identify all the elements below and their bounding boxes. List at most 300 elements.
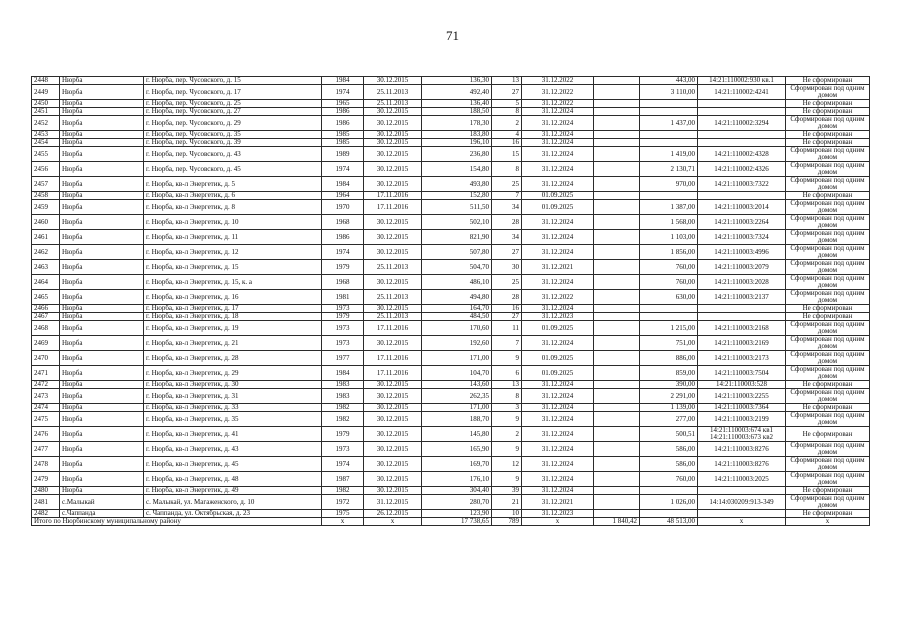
cell-land-area — [640, 192, 698, 200]
cell-address: г. Нюрба, кв-л Энергетик, д. 18 — [144, 313, 322, 321]
cell-area-2 — [594, 139, 640, 147]
cell-area-2 — [594, 487, 640, 495]
table-row — [32, 381, 870, 389]
cell-cadastral-number: 14:21:110003:2079 — [698, 260, 786, 275]
cell-area: 165,90 — [422, 442, 492, 457]
cell-residents-count: 28 — [492, 290, 522, 305]
cell-date: 30.12.2015 — [364, 275, 422, 290]
cell-cadastral-number: 14:21:110002:930 кв.1 — [698, 77, 786, 85]
cell-build-year: 1985 — [322, 139, 364, 147]
cell-land-area: 1 103,00 — [640, 230, 698, 245]
cell-cadastral-number — [698, 313, 786, 321]
cell-locality: Нюрба — [60, 313, 144, 321]
cell-residents-count: 27 — [492, 85, 522, 100]
cell-build-year: 1968 — [322, 215, 364, 230]
cell-address: г. Нюрба, кв-л Энергетик, д. 33 — [144, 404, 322, 412]
cell-residents-count: 5 — [492, 100, 522, 108]
cell-area-2 — [594, 427, 640, 442]
cell-locality: Нюрба — [60, 427, 144, 442]
cell-date: 25.11.2013 — [364, 260, 422, 275]
cell-land-area: 1 139,00 — [640, 404, 698, 412]
cell-deadline: 31.12.2022 — [522, 100, 594, 108]
table-row — [32, 510, 870, 518]
cell-residents-count: 8 — [492, 108, 522, 116]
cell-locality: Нюрба — [60, 131, 144, 139]
cell-area: 486,10 — [422, 275, 492, 290]
cell-row-number: 2468 — [32, 321, 60, 336]
cell-row-number: 2455 — [32, 147, 60, 162]
cell-address: г. Нюрба, кв-л Энергетик, д. 5 — [144, 177, 322, 192]
table-row — [32, 177, 870, 192]
cell-address: г. Нюрба, кв-л Энергетик, д. 41 — [144, 427, 322, 442]
cell-locality: Нюрба — [60, 192, 144, 200]
cell-row-number: 2458 — [32, 192, 60, 200]
cell-land-status: Сформирован под одним домом — [786, 457, 870, 472]
cell-land-status: Не сформирован — [786, 427, 870, 442]
cell-area-2 — [594, 147, 640, 162]
cell-locality: Нюрба — [60, 85, 144, 100]
cell-address: г. Нюрба, кв-л Энергетик, д. 43 — [144, 442, 322, 457]
cell-land-status: Сформирован под одним домом — [786, 200, 870, 215]
cell-area: 304,40 — [422, 487, 492, 495]
cell-cadastral-number: 14:21:110003:2255 — [698, 389, 786, 404]
cell-deadline: 01.09.2025 — [522, 192, 594, 200]
cell-residents-count: 2 — [492, 116, 522, 131]
total-cell: x — [786, 518, 870, 526]
cell-land-status: Сформирован под одним домом — [786, 147, 870, 162]
table-body — [32, 77, 870, 526]
cell-cadastral-number — [698, 487, 786, 495]
cell-address: с. Чаппанда, ул. Октябрьская, д. 23 — [144, 510, 322, 518]
cell-address: г. Нюрба, кв-л Энергетик, д. 15 — [144, 260, 322, 275]
cell-cadastral-number: 14:21:110003:8276 — [698, 442, 786, 457]
cell-land-status: Сформирован под одним домом — [786, 260, 870, 275]
table-row — [32, 100, 870, 108]
cell-deadline: 31.12.2024 — [522, 230, 594, 245]
cell-land-area — [640, 100, 698, 108]
cell-cadastral-number: 14:21:110003:2264 — [698, 215, 786, 230]
table-row — [32, 351, 870, 366]
cell-build-year: 1974 — [322, 162, 364, 177]
cell-land-status: Сформирован под одним домом — [786, 351, 870, 366]
cell-date: 17.11.2016 — [364, 321, 422, 336]
cell-row-number: 2482 — [32, 510, 60, 518]
cell-land-area: 586,00 — [640, 457, 698, 472]
total-cell: x — [322, 518, 364, 526]
cell-cadastral-number — [698, 139, 786, 147]
cell-area-2 — [594, 162, 640, 177]
cell-residents-count: 8 — [492, 162, 522, 177]
cell-land-status: Сформирован под одним домом — [786, 275, 870, 290]
cell-build-year: 1973 — [322, 442, 364, 457]
cell-date: 25.11.2013 — [364, 290, 422, 305]
cell-build-year: 1964 — [322, 192, 364, 200]
cell-land-area: 1 856,00 — [640, 245, 698, 260]
table-row — [32, 131, 870, 139]
cell-address: с. Малыкай, ул. Магаженского, д. 10 — [144, 495, 322, 510]
cell-cadastral-number: 14:21:110003:2137 — [698, 290, 786, 305]
cell-build-year: 1986 — [322, 116, 364, 131]
cell-build-year: 1983 — [322, 389, 364, 404]
cell-area: 170,60 — [422, 321, 492, 336]
cell-deadline: 31.12.2022 — [522, 290, 594, 305]
cell-date: 30.12.2015 — [364, 162, 422, 177]
cell-locality: Нюрба — [60, 442, 144, 457]
cell-area-2 — [594, 245, 640, 260]
cell-land-area: 3 110,00 — [640, 85, 698, 100]
cell-area-2 — [594, 510, 640, 518]
cell-locality: Нюрба — [60, 381, 144, 389]
cell-locality: Нюрба — [60, 260, 144, 275]
cell-address: г. Нюрба, пер. Чусовского, д. 27 — [144, 108, 322, 116]
cell-area-2 — [594, 305, 640, 313]
cell-cadastral-number: 14:21:110003:2168 — [698, 321, 786, 336]
cell-date: 30.12.2015 — [364, 442, 422, 457]
cell-build-year: 1974 — [322, 245, 364, 260]
cell-residents-count: 13 — [492, 381, 522, 389]
table-row — [32, 305, 870, 313]
cell-build-year: 1972 — [322, 495, 364, 510]
table-row — [32, 290, 870, 305]
cell-build-year: 1981 — [322, 290, 364, 305]
cell-deadline: 31.12.2024 — [522, 381, 594, 389]
cell-residents-count: 28 — [492, 215, 522, 230]
cell-row-number: 2466 — [32, 305, 60, 313]
cell-row-number: 2456 — [32, 162, 60, 177]
cell-locality: Нюрба — [60, 336, 144, 351]
table-row — [32, 230, 870, 245]
cell-land-status: Не сформирован — [786, 139, 870, 147]
cell-address: г. Нюрба, кв-л Энергетик, д. 49 — [144, 487, 322, 495]
table-row — [32, 162, 870, 177]
cell-row-number: 2452 — [32, 116, 60, 131]
total-row — [32, 518, 870, 526]
cell-area-2 — [594, 100, 640, 108]
cell-deadline: 31.12.2024 — [522, 412, 594, 427]
total-cell: x — [698, 518, 786, 526]
cell-cadastral-number — [698, 305, 786, 313]
cell-date: 30.12.2015 — [364, 77, 422, 85]
cell-land-area: 760,00 — [640, 275, 698, 290]
cell-address: г. Нюрба, кв-л Энергетик, д. 10 — [144, 215, 322, 230]
cell-deadline: 31.12.2024 — [522, 305, 594, 313]
cell-area-2 — [594, 85, 640, 100]
cell-build-year: 1973 — [322, 336, 364, 351]
cell-deadline: 31.12.2023 — [522, 313, 594, 321]
table-row — [32, 192, 870, 200]
cell-area: 123,90 — [422, 510, 492, 518]
table-row — [32, 245, 870, 260]
cell-deadline: 31.12.2024 — [522, 442, 594, 457]
cell-deadline: 31.12.2024 — [522, 457, 594, 472]
cell-cadastral-number — [698, 108, 786, 116]
cell-residents-count: 27 — [492, 245, 522, 260]
cell-address: г. Нюрба, кв-л Энергетик, д. 29 — [144, 366, 322, 381]
cell-area: 494,80 — [422, 290, 492, 305]
cell-address: г. Нюрба, кв-л Энергетик, д. 15, к. а — [144, 275, 322, 290]
cell-date: 17.11.2016 — [364, 351, 422, 366]
cell-date: 30.12.2015 — [364, 487, 422, 495]
cell-residents-count: 4 — [492, 131, 522, 139]
table-row — [32, 321, 870, 336]
cell-land-area — [640, 487, 698, 495]
cell-residents-count: 9 — [492, 351, 522, 366]
cell-row-number: 2465 — [32, 290, 60, 305]
cell-land-area: 751,00 — [640, 336, 698, 351]
cell-area-2 — [594, 260, 640, 275]
cell-area-2 — [594, 192, 640, 200]
cell-address: г. Нюрба, пер. Чусовского, д. 15 — [144, 77, 322, 85]
cell-land-status: Не сформирован — [786, 381, 870, 389]
cell-land-status: Не сформирован — [786, 487, 870, 495]
cell-address: г. Нюрба, пер. Чусовского, д. 45 — [144, 162, 322, 177]
cell-row-number: 2469 — [32, 336, 60, 351]
cell-cadastral-number — [698, 510, 786, 518]
cell-date: 30.12.2015 — [364, 116, 422, 131]
cell-build-year: 1973 — [322, 305, 364, 313]
cell-residents-count: 16 — [492, 139, 522, 147]
cell-residents-count: 21 — [492, 495, 522, 510]
cell-area: 176,10 — [422, 472, 492, 487]
cell-land-status: Сформирован под одним домом — [786, 177, 870, 192]
cell-area: 171,00 — [422, 351, 492, 366]
cell-address: г. Нюрба, кв-л Энергетик, д. 21 — [144, 336, 322, 351]
cell-area-2 — [594, 366, 640, 381]
cell-area: 171,00 — [422, 404, 492, 412]
table-row — [32, 147, 870, 162]
total-cell: 48 513,00 — [640, 518, 698, 526]
cell-build-year: 1979 — [322, 313, 364, 321]
cell-area: 192,60 — [422, 336, 492, 351]
cell-residents-count: 16 — [492, 305, 522, 313]
cell-land-status: Не сформирован — [786, 131, 870, 139]
cell-residents-count: 11 — [492, 321, 522, 336]
cell-row-number: 2459 — [32, 200, 60, 215]
cell-land-status: Не сформирован — [786, 404, 870, 412]
cell-deadline: 31.12.2022 — [522, 85, 594, 100]
cell-locality: Нюрба — [60, 177, 144, 192]
cell-date: 30.12.2015 — [364, 147, 422, 162]
cell-area: 821,90 — [422, 230, 492, 245]
cell-area-2 — [594, 472, 640, 487]
cell-land-status: Сформирован под одним домом — [786, 472, 870, 487]
cell-date: 30.12.2015 — [364, 389, 422, 404]
cell-deadline: 31.12.2024 — [522, 215, 594, 230]
cell-row-number: 2463 — [32, 260, 60, 275]
cell-row-number: 2467 — [32, 313, 60, 321]
cell-residents-count: 27 — [492, 313, 522, 321]
cell-build-year: 1986 — [322, 230, 364, 245]
cell-address: г. Нюрба, кв-л Энергетик, д. 35 — [144, 412, 322, 427]
cell-area-2 — [594, 389, 640, 404]
cell-deadline: 31.12.2024 — [522, 389, 594, 404]
cell-build-year: 1984 — [322, 77, 364, 85]
cell-residents-count: 25 — [492, 275, 522, 290]
cell-row-number: 2472 — [32, 381, 60, 389]
cell-cadastral-number: 14:21:110003:2169 — [698, 336, 786, 351]
table-row — [32, 85, 870, 100]
table-row — [32, 260, 870, 275]
cell-build-year: 1974 — [322, 85, 364, 100]
cell-locality: Нюрба — [60, 305, 144, 313]
cell-date: 25.11.2013 — [364, 100, 422, 108]
cell-land-area — [640, 510, 698, 518]
cell-row-number: 2479 — [32, 472, 60, 487]
cell-address: г. Нюрба, пер. Чусовского, д. 29 — [144, 116, 322, 131]
table-row — [32, 200, 870, 215]
cell-area: 169,70 — [422, 457, 492, 472]
table-row — [32, 457, 870, 472]
total-cell: 17 738,65 — [422, 518, 492, 526]
cell-row-number: 2453 — [32, 131, 60, 139]
cell-area-2 — [594, 108, 640, 116]
cell-deadline: 31.12.2024 — [522, 177, 594, 192]
cell-date: 30.12.2015 — [364, 215, 422, 230]
cell-area-2 — [594, 200, 640, 215]
cell-deadline: 31.12.2024 — [522, 108, 594, 116]
cell-date: 30.12.2015 — [364, 472, 422, 487]
cell-cadastral-number: 14:21:110003:674 кв1 14:21:110003:673 кв2 — [698, 427, 786, 442]
cell-cadastral-number: 14:21:110003:2025 — [698, 472, 786, 487]
cell-date: 30.12.2015 — [364, 230, 422, 245]
cell-area-2 — [594, 131, 640, 139]
cell-cadastral-number: 14:21:110003:2014 — [698, 200, 786, 215]
cell-area: 511,50 — [422, 200, 492, 215]
cell-address: г. Нюрба, кв-л Энергетик, д. 6 — [144, 192, 322, 200]
cell-area-2 — [594, 336, 640, 351]
cell-locality: Нюрба — [60, 77, 144, 85]
table-row — [32, 389, 870, 404]
cell-row-number: 2476 — [32, 427, 60, 442]
table-row — [32, 215, 870, 230]
cell-deadline: 31.12.2021 — [522, 260, 594, 275]
cell-build-year: 1986 — [322, 108, 364, 116]
cell-build-year: 1989 — [322, 147, 364, 162]
cell-land-status: Сформирован под одним домом — [786, 290, 870, 305]
cell-area: 484,50 — [422, 313, 492, 321]
cell-locality: Нюрба — [60, 290, 144, 305]
cell-row-number: 2448 — [32, 77, 60, 85]
cell-area-2 — [594, 412, 640, 427]
cell-deadline: 31.12.2024 — [522, 404, 594, 412]
cell-area-2 — [594, 215, 640, 230]
table-row — [32, 404, 870, 412]
cell-deadline: 31.12.2024 — [522, 147, 594, 162]
cell-deadline: 31.12.2024 — [522, 131, 594, 139]
cell-residents-count: 13 — [492, 77, 522, 85]
cell-area-2 — [594, 177, 640, 192]
cell-deadline: 01.09.2025 — [522, 351, 594, 366]
cell-land-status: Не сформирован — [786, 100, 870, 108]
cell-land-area — [640, 139, 698, 147]
cell-area: 188,70 — [422, 412, 492, 427]
cell-date: 31.12.2015 — [364, 495, 422, 510]
cell-build-year: 1982 — [322, 412, 364, 427]
cell-land-status: Не сформирован — [786, 510, 870, 518]
cell-land-area: 2 291,00 — [640, 389, 698, 404]
cell-build-year: 1982 — [322, 404, 364, 412]
cell-cadastral-number — [698, 192, 786, 200]
cell-land-status: Сформирован под одним домом — [786, 245, 870, 260]
cell-area-2 — [594, 290, 640, 305]
cell-area: 493,80 — [422, 177, 492, 192]
table-row — [32, 275, 870, 290]
cell-area: 280,70 — [422, 495, 492, 510]
table-row — [32, 116, 870, 131]
cell-build-year: 1982 — [322, 487, 364, 495]
cell-residents-count: 7 — [492, 192, 522, 200]
cell-cadastral-number: 14:21:110002:4326 — [698, 162, 786, 177]
cell-build-year: 1984 — [322, 177, 364, 192]
cell-area: 143,60 — [422, 381, 492, 389]
cell-land-area: 1 419,00 — [640, 147, 698, 162]
cell-land-area: 500,51 — [640, 427, 698, 442]
cell-cadastral-number: 14:21:110003:2173 — [698, 351, 786, 366]
cell-build-year: 1979 — [322, 427, 364, 442]
cell-land-status: Сформирован под одним домом — [786, 412, 870, 427]
cell-row-number: 2473 — [32, 389, 60, 404]
cell-locality: Нюрба — [60, 351, 144, 366]
total-cell: x — [364, 518, 422, 526]
cell-residents-count: 9 — [492, 442, 522, 457]
cell-address: г. Нюрба, пер. Чусовского, д. 25 — [144, 100, 322, 108]
cell-cadastral-number: 14:21:110002:4241 — [698, 85, 786, 100]
cell-deadline: 31.12.2024 — [522, 162, 594, 177]
cell-land-area — [640, 108, 698, 116]
cell-land-area — [640, 313, 698, 321]
cell-land-status: Не сформирован — [786, 108, 870, 116]
cell-area: 152,80 — [422, 192, 492, 200]
cell-date: 17.11.2016 — [364, 192, 422, 200]
cell-area-2 — [594, 313, 640, 321]
cell-locality: Нюрба — [60, 230, 144, 245]
cell-address: г. Нюрба, кв-л Энергетик, д. 28 — [144, 351, 322, 366]
cell-residents-count: 2 — [492, 427, 522, 442]
cell-row-number: 2460 — [32, 215, 60, 230]
cell-locality: Нюрба — [60, 139, 144, 147]
cell-cadastral-number: 14:14:030209:913-349 — [698, 495, 786, 510]
cell-residents-count: 30 — [492, 260, 522, 275]
cell-area-2 — [594, 275, 640, 290]
cell-locality: с.Малыкай — [60, 495, 144, 510]
cell-address: г. Нюрба, пер. Чусовского, д. 39 — [144, 139, 322, 147]
cell-land-status: Не сформирован — [786, 305, 870, 313]
cell-land-status: Сформирован под одним домом — [786, 321, 870, 336]
table-row — [32, 77, 870, 85]
table-row — [32, 412, 870, 427]
cell-area: 196,10 — [422, 139, 492, 147]
cell-date: 30.12.2015 — [364, 412, 422, 427]
cell-deadline: 31.12.2024 — [522, 275, 594, 290]
cell-cadastral-number: 14:21:110003:7322 — [698, 177, 786, 192]
cell-land-area: 1 387,00 — [640, 200, 698, 215]
cell-residents-count: 8 — [492, 389, 522, 404]
cell-date: 17.11.2016 — [364, 200, 422, 215]
cell-row-number: 2464 — [32, 275, 60, 290]
cell-build-year: 1984 — [322, 366, 364, 381]
cell-address: г. Нюрба, кв-л Энергетик, д. 11 — [144, 230, 322, 245]
cell-deadline: 31.12.2024 — [522, 336, 594, 351]
cell-deadline: 31.12.2021 — [522, 495, 594, 510]
cell-build-year: 1974 — [322, 457, 364, 472]
total-cell: x — [522, 518, 594, 526]
cell-cadastral-number: 14:21:110002:4328 — [698, 147, 786, 162]
cell-deadline: 31.12.2024 — [522, 139, 594, 147]
cell-residents-count: 7 — [492, 336, 522, 351]
cell-area: 188,50 — [422, 108, 492, 116]
cell-land-status: Не сформирован — [786, 77, 870, 85]
cell-locality: Нюрба — [60, 162, 144, 177]
